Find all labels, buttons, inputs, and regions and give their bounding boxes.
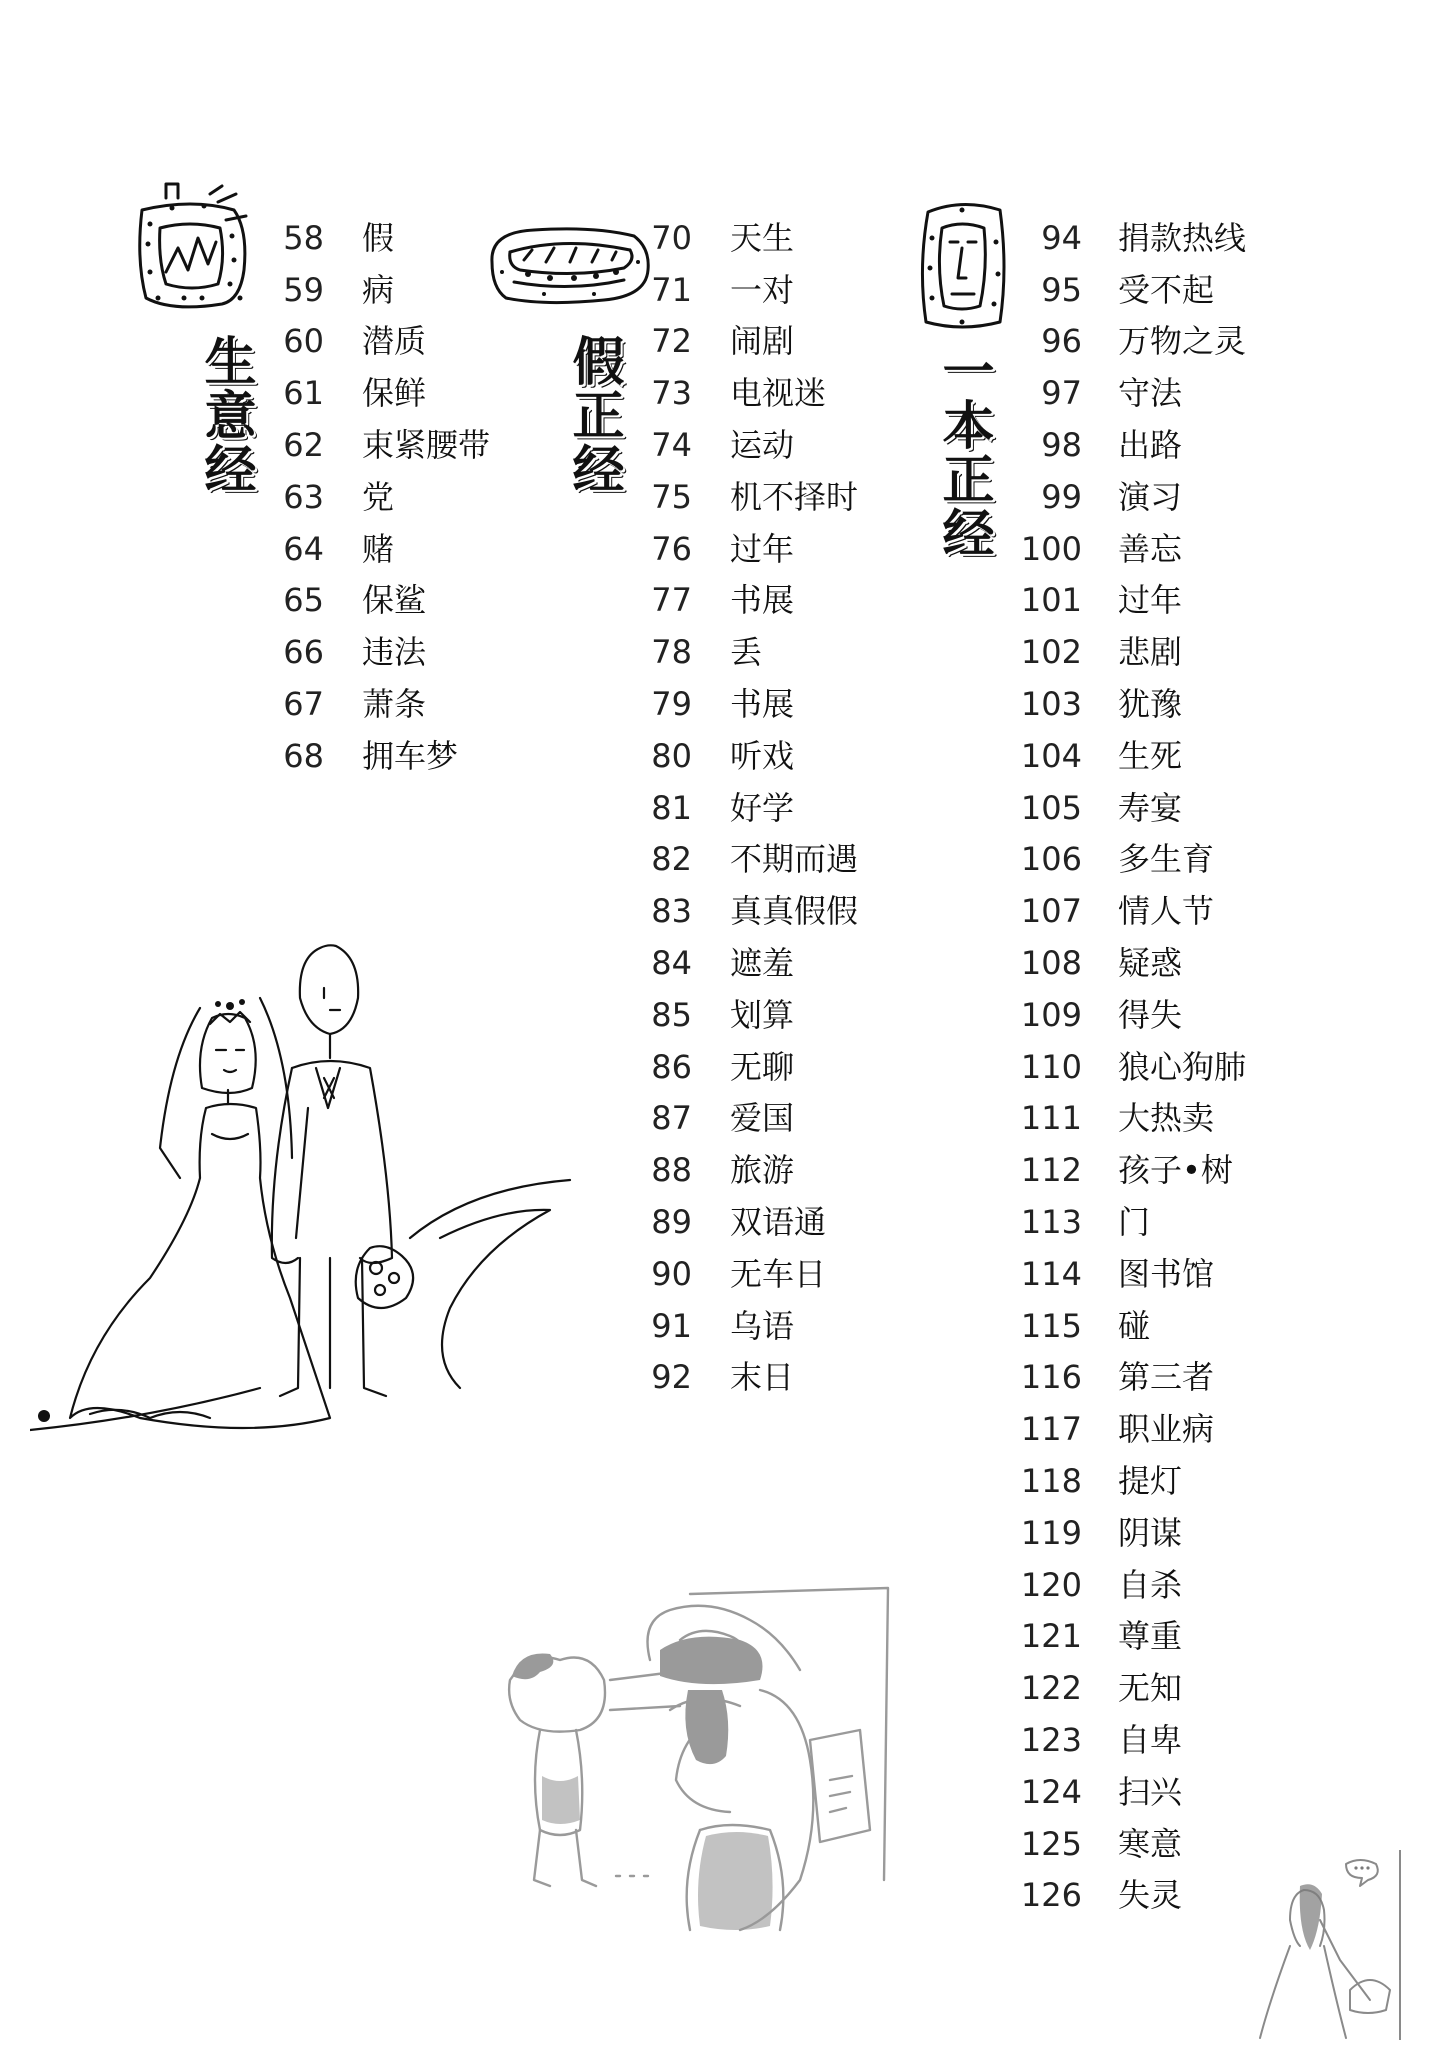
entry-title: 无聊 <box>730 1047 795 1086</box>
toc-entry[interactable] <box>1020 264 1246 316</box>
toc-entry[interactable] <box>650 264 858 316</box>
wedding-couple-illustration <box>30 918 580 1458</box>
page-number: 71 <box>651 270 692 309</box>
page-number: 59 <box>283 270 324 309</box>
woman-on-phone-illustration <box>1250 1850 1420 2040</box>
page-number: 101 <box>1020 581 1082 620</box>
entry-title: 无车日 <box>730 1254 827 1293</box>
entry-title: 不期而遇 <box>730 840 859 879</box>
entry-title: 捐款热线 <box>1118 218 1247 257</box>
page-number: 89 <box>651 1203 692 1242</box>
toc-entry[interactable] <box>650 1144 858 1196</box>
entry-title: 束紧腰带 <box>362 426 491 465</box>
entry-title: 无知 <box>1118 1669 1183 1708</box>
toc-entry[interactable] <box>282 730 490 782</box>
toc-entry[interactable] <box>1020 1766 1246 1818</box>
toc-entry[interactable] <box>1020 1455 1246 1507</box>
toc-entry[interactable] <box>1020 471 1246 523</box>
entry-title: 阴谋 <box>1118 1513 1183 1552</box>
entry-title: 运动 <box>730 426 795 465</box>
toc-entry[interactable] <box>650 782 858 834</box>
entry-title: 门 <box>1118 1203 1151 1242</box>
page-number: 90 <box>651 1254 692 1293</box>
mask-icon <box>916 198 1010 334</box>
page-number: 70 <box>651 218 692 257</box>
entry-title: 失灵 <box>1118 1876 1183 1915</box>
page-number: 91 <box>651 1306 692 1345</box>
page-number: 86 <box>651 1047 692 1086</box>
page-number: 87 <box>651 1099 692 1138</box>
entry-title: 好学 <box>730 788 795 827</box>
section-title-business: 生意经 <box>195 334 255 496</box>
toc-entry[interactable] <box>1020 1662 1246 1714</box>
toc-entry[interactable] <box>1020 1196 1246 1248</box>
toc-entry[interactable] <box>650 367 858 419</box>
page-number: 60 <box>283 322 324 361</box>
toc-entry[interactable] <box>650 1352 858 1404</box>
entry-title: 犹豫 <box>1118 685 1183 724</box>
toc-entry[interactable] <box>650 212 858 264</box>
entry-title: 双语通 <box>730 1203 827 1242</box>
page-number: 102 <box>1020 633 1082 672</box>
page-number: 92 <box>651 1358 692 1397</box>
entry-title: 真真假假 <box>730 892 859 931</box>
page-number: 96 <box>1041 322 1082 361</box>
page-number: 77 <box>651 581 692 620</box>
toc-entry[interactable] <box>1020 1300 1246 1352</box>
toc-entry[interactable] <box>282 471 490 523</box>
toc-entry[interactable] <box>650 1093 858 1145</box>
entry-title: 电视迷 <box>730 374 827 413</box>
entry-title: 多生育 <box>1118 840 1215 879</box>
page-number: 73 <box>651 374 692 413</box>
toc-entry[interactable] <box>282 523 490 575</box>
entry-title: 自杀 <box>1118 1565 1183 1604</box>
entry-title: 赌 <box>362 529 395 568</box>
page-number: 74 <box>651 426 692 465</box>
entry-title: 狼心狗肺 <box>1118 1047 1247 1086</box>
page-number: 81 <box>651 788 692 827</box>
toc-entry[interactable] <box>282 419 490 471</box>
entry-title: 划算 <box>730 995 795 1034</box>
toc-entry[interactable] <box>650 1248 858 1300</box>
entry-title: 情人节 <box>1118 892 1215 931</box>
toc-entry[interactable] <box>282 367 490 419</box>
page-number: 78 <box>651 633 692 672</box>
toc-entry[interactable] <box>650 523 858 575</box>
page-number: 123 <box>1020 1721 1082 1759</box>
entry-title: 潜质 <box>362 322 427 361</box>
entry-title: 书展 <box>730 581 795 620</box>
page-number: 110 <box>1020 1047 1082 1086</box>
toc-entry[interactable] <box>650 1300 858 1352</box>
entry-title: 闹剧 <box>730 322 795 361</box>
toc-entry[interactable] <box>1020 1611 1246 1663</box>
entry-title: 出路 <box>1118 426 1183 465</box>
page-number: 117 <box>1020 1410 1082 1449</box>
page-number: 63 <box>283 477 324 516</box>
entry-title: 乌语 <box>730 1306 795 1345</box>
toc-list-business <box>282 212 490 782</box>
toc-entry[interactable] <box>282 316 490 368</box>
page-number: 98 <box>1041 426 1082 465</box>
entry-title: 图书馆 <box>1118 1254 1215 1293</box>
entry-title: 大热卖 <box>1118 1099 1215 1138</box>
toc-entry[interactable] <box>1020 1248 1246 1300</box>
toc-entry[interactable] <box>1020 212 1246 264</box>
entry-title: 萧条 <box>362 685 427 724</box>
toc-entry[interactable] <box>650 1041 858 1093</box>
entry-title: 病 <box>362 270 395 309</box>
toc-entry[interactable] <box>650 316 858 368</box>
entry-title: 天生 <box>730 218 795 257</box>
page-number: 100 <box>1020 529 1082 568</box>
toc-entry[interactable] <box>282 212 490 264</box>
toc-entry[interactable] <box>1020 989 1246 1041</box>
entry-title: 疑惑 <box>1118 944 1183 983</box>
page-number: 116 <box>1020 1358 1082 1397</box>
page-number: 112 <box>1020 1151 1082 1190</box>
entry-title: 守法 <box>1118 374 1183 413</box>
entry-title: 保鲜 <box>362 374 427 413</box>
page-number: 125 <box>1020 1824 1082 1863</box>
entry-title: 碰 <box>1118 1306 1151 1345</box>
entry-title: 善忘 <box>1118 529 1183 568</box>
page-number: 126 <box>1020 1876 1082 1915</box>
entry-title: 职业病 <box>1118 1410 1215 1449</box>
toc-entry[interactable] <box>1020 834 1246 886</box>
entry-title: 党 <box>362 477 395 516</box>
toc-entry[interactable] <box>650 419 858 471</box>
entry-title: 寿宴 <box>1118 788 1183 827</box>
toc-entry[interactable] <box>1020 1041 1246 1093</box>
toc-entry[interactable] <box>650 989 858 1041</box>
toc-entry[interactable] <box>1020 316 1246 368</box>
page-number: 82 <box>651 840 692 879</box>
toc-entry[interactable] <box>1020 1144 1246 1196</box>
toc-entry[interactable] <box>650 575 858 627</box>
teacher-scolding-child-illustration <box>500 1580 910 1940</box>
toc-entry[interactable] <box>650 937 858 989</box>
toc-entry[interactable] <box>650 730 858 782</box>
page-number: 120 <box>1020 1565 1082 1604</box>
entry-title: 拥车梦 <box>362 736 459 775</box>
entry-title: 生死 <box>1118 736 1183 775</box>
page-number: 68 <box>283 736 324 775</box>
toc-entry[interactable] <box>1020 1818 1246 1870</box>
toc-list-pretend-serious <box>650 212 858 1403</box>
page-number: 122 <box>1020 1669 1082 1708</box>
toc-entry[interactable] <box>1020 626 1246 678</box>
page-number: 95 <box>1041 270 1082 309</box>
page-number: 113 <box>1020 1203 1082 1242</box>
toc-entry[interactable] <box>1020 937 1246 989</box>
entry-title: 遮羞 <box>730 944 795 983</box>
toc-entry[interactable] <box>1020 885 1246 937</box>
entry-title: 第三者 <box>1118 1358 1215 1397</box>
tv-icon <box>132 180 260 330</box>
toc-entry[interactable] <box>1020 575 1246 627</box>
entry-title: 书展 <box>730 685 795 724</box>
toc-entry[interactable] <box>282 575 490 627</box>
entry-title: 保鲨 <box>362 581 427 620</box>
page-number: 119 <box>1020 1513 1082 1552</box>
sandwich-icon <box>484 222 654 308</box>
entry-title: 万物之灵 <box>1118 322 1247 361</box>
page-number: 79 <box>651 685 692 724</box>
toc-entry[interactable] <box>1020 419 1246 471</box>
toc-entry[interactable] <box>1020 1352 1246 1404</box>
entry-title: 受不起 <box>1118 270 1215 309</box>
toc-entry[interactable] <box>1020 678 1246 730</box>
toc-entry[interactable] <box>282 626 490 678</box>
page-number: 103 <box>1020 685 1082 724</box>
entry-title: 一对 <box>730 270 795 309</box>
entry-title: 得失 <box>1118 995 1183 1034</box>
entry-title: 丢 <box>730 633 763 672</box>
page-number: 106 <box>1020 840 1082 879</box>
page-number: 76 <box>651 529 692 568</box>
toc-entry[interactable] <box>1020 523 1246 575</box>
entry-title: 提灯 <box>1118 1462 1183 1501</box>
page-number: 115 <box>1020 1306 1082 1345</box>
page-number: 108 <box>1020 944 1082 983</box>
toc-entry[interactable] <box>650 834 858 886</box>
page-number: 124 <box>1020 1772 1082 1811</box>
page-number: 67 <box>283 685 324 724</box>
page-number: 61 <box>283 374 324 413</box>
page-number: 121 <box>1020 1617 1082 1656</box>
entry-title: 爱国 <box>730 1099 795 1138</box>
page-number: 83 <box>651 892 692 931</box>
toc-entry[interactable] <box>1020 730 1246 782</box>
page-number: 80 <box>651 736 692 775</box>
toc-entry[interactable] <box>650 885 858 937</box>
page-number: 107 <box>1020 892 1082 931</box>
toc-entry[interactable] <box>1020 1870 1246 1922</box>
toc-entry[interactable] <box>1020 1507 1246 1559</box>
toc-entry[interactable] <box>650 1196 858 1248</box>
toc-entry[interactable] <box>650 678 858 730</box>
entry-title: 违法 <box>362 633 427 672</box>
page-number: 118 <box>1020 1462 1082 1501</box>
entry-title: 末日 <box>730 1358 795 1397</box>
page-number: 99 <box>1041 477 1082 516</box>
page-number: 66 <box>283 633 324 672</box>
page-number: 111 <box>1020 1099 1082 1138</box>
toc-entry[interactable] <box>1020 1714 1246 1766</box>
page-number: 75 <box>651 477 692 516</box>
toc-entry[interactable] <box>1020 782 1246 834</box>
entry-title: 假 <box>362 218 395 257</box>
page-number: 64 <box>283 529 324 568</box>
toc-entry[interactable] <box>282 264 490 316</box>
toc-entry[interactable] <box>1020 1093 1246 1145</box>
toc-entry[interactable] <box>1020 367 1246 419</box>
entry-title: 尊重 <box>1118 1617 1183 1656</box>
entry-title: 过年 <box>1118 581 1183 620</box>
toc-entry[interactable] <box>650 626 858 678</box>
entry-title: 悲剧 <box>1118 633 1183 672</box>
page-number: 114 <box>1020 1254 1082 1293</box>
section-title-pretend-serious: 假正经 <box>563 334 623 496</box>
toc-entry[interactable] <box>282 678 490 730</box>
page-number: 84 <box>651 944 692 983</box>
entry-title: 孩子•树 <box>1118 1151 1233 1190</box>
entry-title: 自卑 <box>1118 1721 1183 1759</box>
entry-title: 扫兴 <box>1118 1772 1183 1811</box>
toc-list-dead-serious <box>1020 212 1246 1921</box>
entry-title: 听戏 <box>730 736 795 775</box>
page-number: 109 <box>1020 995 1082 1034</box>
page-number: 105 <box>1020 788 1082 827</box>
section-title-dead-serious: 一本正经 <box>933 344 993 560</box>
page-number: 104 <box>1020 736 1082 775</box>
entry-title: 旅游 <box>730 1151 795 1190</box>
page-number: 65 <box>283 581 324 620</box>
toc-entry[interactable] <box>1020 1559 1246 1611</box>
entry-title: 演习 <box>1118 477 1183 516</box>
page-number: 85 <box>651 995 692 1034</box>
page-number: 58 <box>283 218 324 257</box>
entry-title: 过年 <box>730 529 795 568</box>
entry-title: 机不择时 <box>730 477 859 516</box>
toc-entry[interactable] <box>1020 1403 1246 1455</box>
toc-entry[interactable] <box>650 471 858 523</box>
page-number: 72 <box>651 322 692 361</box>
page-number: 88 <box>651 1151 692 1190</box>
entry-title: 寒意 <box>1118 1824 1183 1863</box>
page-number: 97 <box>1041 374 1082 413</box>
page-number: 62 <box>283 426 324 465</box>
page-number: 94 <box>1041 218 1082 257</box>
